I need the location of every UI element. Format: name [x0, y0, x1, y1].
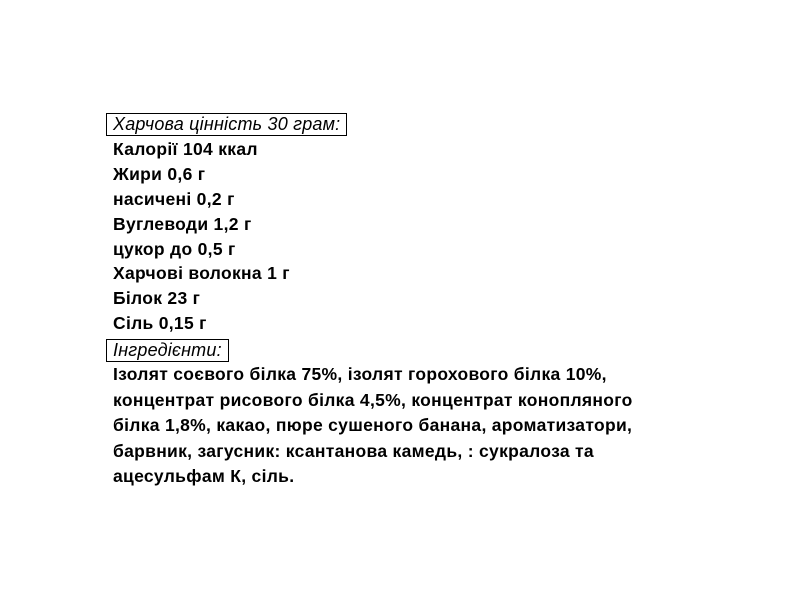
- nutrition-item-carbohydrates: Вуглеводи 1,2 г: [113, 213, 252, 234]
- nutrition-item-saturated-fat: насичені 0,2 г: [113, 188, 235, 209]
- nutrition-item-protein: Білок 23 г: [113, 288, 201, 309]
- ingredients-line: ацесульфам К, сіль.: [113, 466, 295, 487]
- nutrition-item-calories: Калорії 104 ккал: [113, 139, 258, 159]
- nutrition-item-fiber: Харчові волокна 1 г: [113, 263, 290, 284]
- nutrition-item-sugar: цукор до 0,5 г: [113, 238, 236, 259]
- ingredients-heading-wrap: [106, 339, 788, 362]
- nutrition-facts-list: [113, 137, 290, 336]
- ingredients-line: барвник, загусник: ксантанова камедь, : сукралоза та: [113, 440, 594, 461]
- nutrition-item-fat: Жири 0,6 г: [113, 163, 206, 184]
- ingredients-heading: Інгредієнти:: [106, 339, 229, 362]
- ingredients-text: [113, 362, 713, 490]
- ingredients-line: Ізолят соєвого білка 75%, ізолят горохового білка 10%,: [113, 364, 607, 384]
- nutrition-heading: Харчова цінність 30 грам:: [106, 113, 347, 136]
- ingredients-line: концентрат рисового білка 4,5%, концентрат конопляного: [113, 389, 633, 410]
- ingredients-line: білка 1,8%, какао, пюре сушеного банана, ароматизатори,: [113, 415, 633, 436]
- nutrition-item-salt: Сіль 0,15 г: [113, 313, 207, 334]
- nutrition-heading-wrap: [106, 113, 788, 136]
